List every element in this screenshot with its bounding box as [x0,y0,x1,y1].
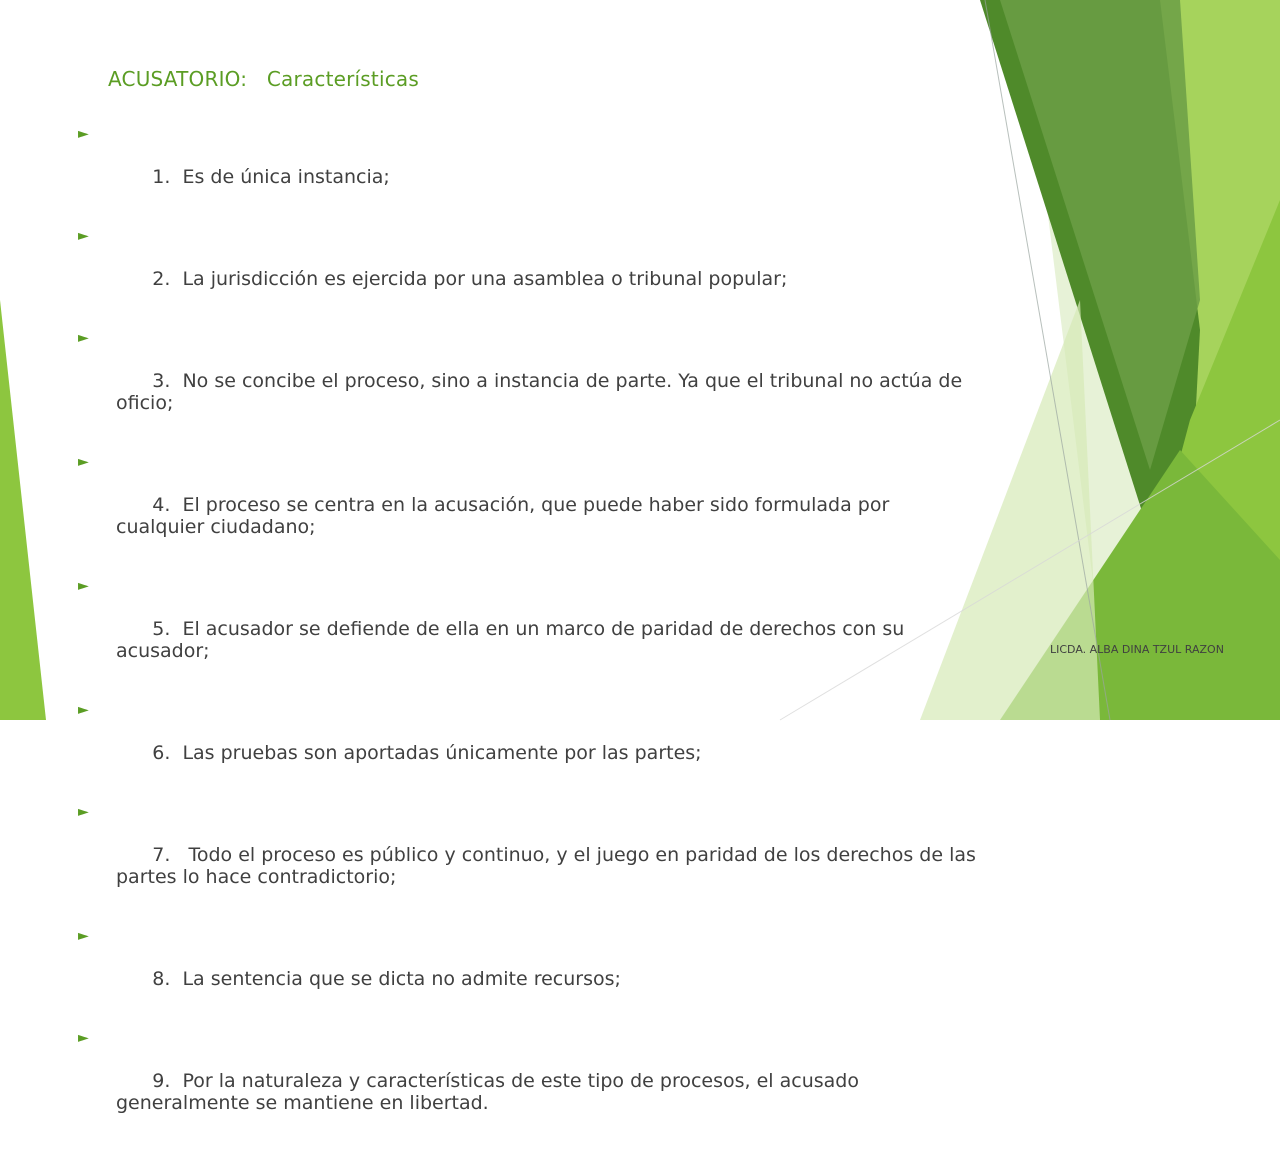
left-green-shape [0,300,46,720]
list-item [78,574,978,684]
list-item-text: 6. Las pruebas son aportadas únicamente por las partes; [152,742,702,764]
list-item [78,800,982,910]
bullet-arrow-icon: ► [78,804,89,820]
list-item [78,698,978,786]
bullet-list [78,122,982,1150]
list-item [78,122,978,210]
bullet-arrow-icon: ► [78,578,89,594]
list-item [78,1026,978,1136]
list-item-text: 8. La sentencia que se dicta no admite recursos; [152,968,621,990]
bullet-arrow-icon: ► [78,702,89,718]
list-item [78,326,978,436]
list-item [78,224,978,312]
bullet-arrow-icon: ► [78,454,89,470]
list-item [78,450,978,560]
list-item [78,924,978,1012]
bullet-arrow-icon: ► [78,928,89,944]
bullet-arrow-icon: ► [78,330,89,346]
list-item-text: 1. Es de única instancia; [152,166,390,188]
list-item-text: 7. Todo el proceso es público y continuo, y el juego en paridad de los derechos de las partes lo hace contradictorio; [116,844,982,888]
list-item-text: 3. No se concibe el proceso, sino a instancia de parte. Ya que el tribunal no actúa de oficio; [116,370,969,414]
list-item-text: 5. El acusador se defiende de ella en un marco de paridad de derechos con su acusador; [116,618,911,662]
list-item-text: 2. La jurisdicción es ejercida por una asamblea o tribunal popular; [152,268,788,290]
footer-author: LICDA. ALBA DINA TZUL RAZON [1050,643,1224,656]
bullet-arrow-icon: ► [78,126,89,142]
list-item-text: 9. Por la naturaleza y características de este tipo de procesos, el acusado generalmente se mantiene en libertad. [116,1070,866,1114]
bullet-arrow-icon: ► [78,228,89,244]
bullet-arrow-icon: ► [78,1030,89,1046]
slide-title: ACUSATORIO: Características [108,67,419,91]
list-item-text: 4. El proceso se centra en la acusación, que puede haber sido formulada por cualquier ciudadano; [116,494,896,538]
